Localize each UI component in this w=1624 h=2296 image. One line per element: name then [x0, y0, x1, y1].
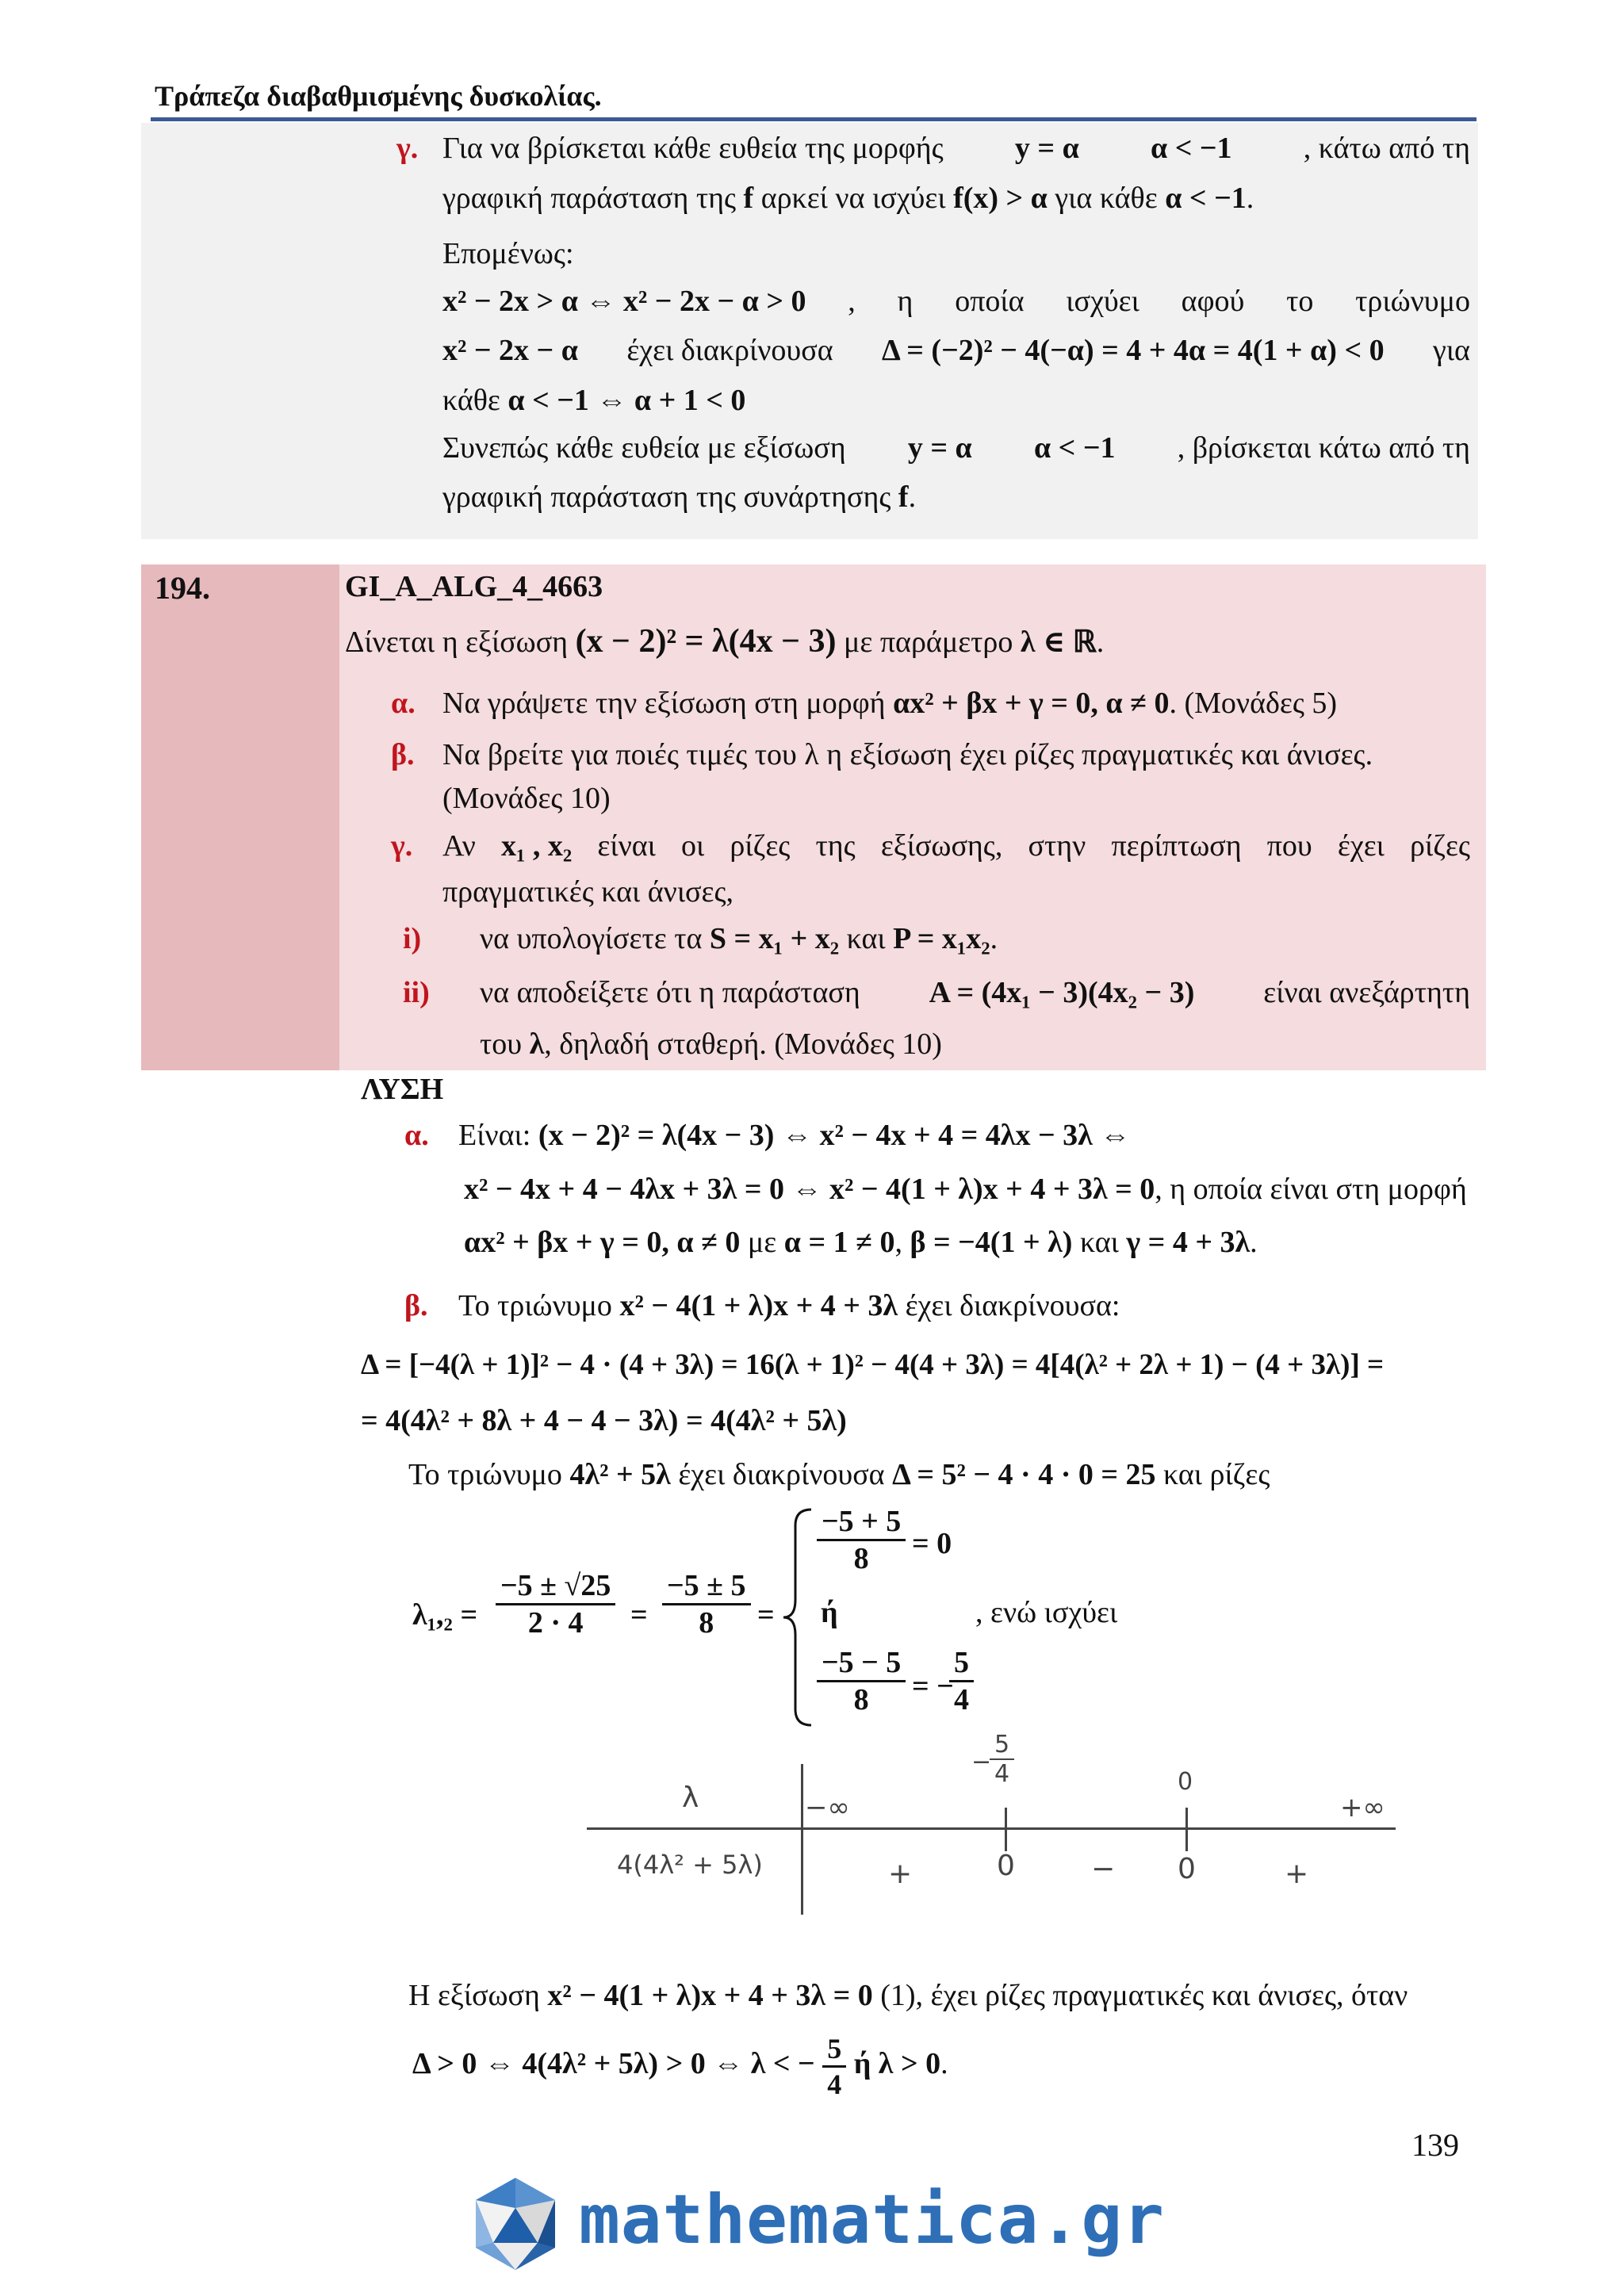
top-line-1	[442, 131, 1470, 166]
roots-case-1	[817, 1504, 906, 1576]
solution-a-text2: , η οποία είναι στη μορφή	[1155, 1173, 1467, 1206]
top-l2-math2: α < −1	[1165, 182, 1247, 215]
sign-table-zero-1: 0	[997, 1850, 1015, 1882]
roots-frac-2-den: 8	[699, 1606, 714, 1640]
roots-case-2-result-den: 4	[954, 1683, 969, 1716]
solution-b-text5: και ρίζες	[1163, 1458, 1270, 1491]
problem-intro-domain: λ ∈ ℝ	[1020, 626, 1097, 659]
top-l4-w4: αφού	[1181, 285, 1245, 318]
roots-case-2-result-num: 5	[949, 1645, 974, 1682]
problem-c-w2: είναι	[597, 829, 656, 863]
final-fraction	[822, 2032, 846, 2101]
solution-b-text1: Το τριώνυμο	[458, 1289, 612, 1322]
solution-a-gamma: γ = 4 + 3λ	[1126, 1226, 1251, 1259]
problem-number-cell	[141, 564, 339, 1070]
top-line-2: γραφική παράσταση της f αρκεί να ισχύει f(x) > α για κάθε α < −1.	[442, 182, 1254, 215]
problem-intro	[345, 622, 1104, 660]
problem-c-w10: έχει	[1337, 829, 1385, 863]
problem-ii-math: A = (4x₁ − 3)(4x₂ − 3)	[929, 976, 1195, 1009]
solution-b-label: β.	[404, 1289, 428, 1322]
top-l7-text: Συνεπώς κάθε ευθεία με εξίσωση	[442, 431, 846, 465]
solution-b-math4: Δ = 5² − 4 · 4 · 0 = 25	[892, 1458, 1156, 1491]
problem-ii-l2-tail: , δηλαδή σταθερή. (Μονάδες 10)	[544, 1027, 942, 1061]
problem-c-w8: περίπτωση	[1111, 829, 1242, 863]
top-l2-text: γραφική παράσταση της	[442, 182, 737, 215]
top-l7-tail: , βρίσκεται κάτω από τη	[1177, 431, 1470, 465]
top-l2-f: f	[743, 182, 754, 215]
header-rule	[151, 117, 1477, 121]
solution-a-with: με	[747, 1226, 777, 1259]
roots-while: , ενώ ισχύει	[975, 1596, 1118, 1629]
solution-b-delta-line1: Δ = [−4(λ + 1)]² − 4 · (4 + 3λ) = 16(λ + 1)² − 4(4 + 3λ) = 4[4(λ² + 2λ + 1) − (4 + 3λ)] =	[361, 1349, 1385, 1381]
problem-i-text: να υπολογίσετε τα	[480, 922, 703, 955]
sign-table-root1-minus: −	[971, 1748, 992, 1776]
top-line-7	[442, 430, 1470, 465]
top-l1-math2: α < −1	[1151, 132, 1232, 165]
roots-case-2-den: 8	[853, 1683, 869, 1716]
top-line-4	[442, 284, 1470, 319]
top-line-5	[442, 333, 1470, 368]
final-text-b: (1), έχει ρίζες πραγματικές και άνισες, όταν	[880, 1979, 1408, 2012]
problem-ii-line1	[480, 975, 1470, 1010]
top-l2-text2: αρκεί να ισχύει	[760, 182, 946, 215]
problem-ii-end: είναι ανεξάρτητη	[1263, 976, 1470, 1009]
final-or: ή	[853, 2047, 871, 2081]
sign-table-root1	[990, 1731, 1014, 1788]
top-l4-w1: η	[897, 285, 914, 318]
top-line-6	[442, 383, 745, 418]
problem-i	[480, 921, 998, 956]
problem-a-marks: . (Μονάδες 5)	[1169, 687, 1338, 720]
solution-a-math3: αx² + βx + γ = 0, α ≠ 0	[464, 1226, 741, 1259]
solution-a-line3: αx² + βx + γ = 0, α ≠ 0 με α = 1 ≠ 0, β = −4(1 + λ) και γ = 4 + 3λ.	[464, 1226, 1258, 1259]
solution-b-text2: έχει διακρίνουσα:	[905, 1289, 1120, 1322]
sign-table-sign-1: +	[888, 1858, 913, 1890]
top-l5-math1: x² − 2x − α	[442, 334, 578, 367]
final-text-a: Η εξίσωση	[408, 1979, 540, 2012]
sign-table-sign-3: +	[1285, 1858, 1309, 1890]
final-inequality: Δ > 0 ⇔ 4(4λ² + 5λ) > 0 ⇔ λ < −	[412, 2047, 815, 2081]
logo-text: mathematica.gr	[579, 2180, 1165, 2260]
top-gamma-label: γ.	[396, 132, 419, 165]
solution-a-is: Είναι:	[458, 1119, 531, 1152]
problem-i-label: i)	[403, 922, 422, 955]
roots-case-2	[817, 1645, 906, 1717]
sign-table-pos-inf: +∞	[1340, 1792, 1385, 1823]
solution-a-and: και	[1079, 1226, 1119, 1259]
solution-b-math1: x² − 4(1 + λ)x + 4 + 3λ	[619, 1289, 898, 1322]
top-l8-end: .	[908, 480, 917, 514]
sign-table	[587, 1731, 1396, 2065]
problem-b-marks: (Μονάδες 10)	[442, 782, 611, 815]
problem-intro-end: .	[1096, 626, 1105, 659]
logo-icosahedron-icon	[466, 2175, 565, 2273]
roots-or: ή	[821, 1596, 838, 1629]
sign-table-var: λ	[682, 1781, 699, 1814]
top-l1-tail: , κάτω από τη	[1303, 132, 1470, 165]
problem-ii-l2-lambda: λ	[529, 1027, 545, 1061]
problem-intro-equation: (x − 2)² = λ(4x − 3)	[575, 623, 837, 660]
solution-a-end: .	[1250, 1226, 1258, 1259]
problem-c-w11: ρίζες	[1410, 829, 1470, 863]
roots-eq-2: =	[757, 1598, 775, 1632]
roots-case-1-result: = 0	[912, 1527, 952, 1560]
sign-table-root1-den: 4	[994, 1760, 1010, 1788]
final-inequality-2: λ > 0	[878, 2047, 941, 2081]
solution-a-line2	[464, 1172, 1467, 1207]
top-line-8	[442, 480, 916, 515]
problem-i-product: P = x₁x₂	[893, 922, 990, 955]
roots-case-1-den: 8	[853, 1542, 869, 1575]
problem-code: GI_A_ALG_4_4663	[345, 570, 603, 603]
roots-frac-1-den: 2 · 4	[527, 1606, 584, 1640]
problem-ii-text: να αποδείξετε ότι η παράσταση	[480, 976, 860, 1009]
problem-a-math: αx² + βx + γ = 0, α ≠ 0	[893, 687, 1170, 720]
sign-table-root1-num: 5	[990, 1731, 1014, 1760]
problem-a-label: α.	[391, 687, 416, 720]
top-l5-text: έχει διακρίνουσα	[626, 334, 833, 367]
sign-table-hline	[587, 1827, 1396, 1830]
problem-i-end: .	[990, 922, 998, 955]
final-fraction-num: 5	[822, 2032, 846, 2068]
roots-case-1-num: −5 + 5	[817, 1504, 906, 1541]
sign-table-zero-2: 0	[1178, 1853, 1196, 1885]
problem-c-roots: x₁ , x₂	[500, 829, 573, 863]
roots-frac-1-num: −5 ± √25	[496, 1568, 615, 1605]
problem-intro-text2: με παράμετρο	[844, 626, 1013, 659]
roots-case-2-eq: = −	[912, 1670, 954, 1703]
problem-i-and: και	[846, 922, 886, 955]
top-l4-w3: ισχύει	[1066, 285, 1139, 318]
top-l2-math: f(x) > α	[953, 182, 1048, 215]
problem-ii-l2-text: του	[480, 1027, 523, 1061]
roots-case-2-result	[949, 1645, 974, 1717]
problem-ii-label: ii)	[403, 976, 430, 1009]
sign-table-root2: 0	[1178, 1768, 1193, 1796]
top-l4-w2: οποία	[955, 285, 1025, 318]
roots-case-2-num: −5 − 5	[817, 1645, 906, 1682]
sign-table-neg-inf: −∞	[805, 1792, 850, 1823]
problem-b-label: β.	[391, 738, 415, 771]
sign-table-tick-root1	[1005, 1808, 1007, 1851]
roots-frac-1	[496, 1568, 615, 1640]
roots-brace	[781, 1506, 817, 1728]
problem-b-text: Να βρείτε για ποιές τιμές του λ η εξίσωση έχει ρίζες πραγματικές και άνισες.	[442, 738, 1373, 771]
problem-c-w6: εξίσωσης,	[880, 829, 1003, 863]
problem-intro-text: Δίνεται η εξίσωση	[345, 626, 569, 659]
problem-c-w0: Αν	[442, 829, 476, 863]
sign-table-sign-2: −	[1091, 1853, 1116, 1885]
problem-number: 194.	[155, 570, 210, 606]
solution-b-line1	[458, 1288, 1120, 1323]
final-line-2	[412, 2032, 948, 2101]
top-l5-end: για	[1433, 334, 1470, 367]
top-l4-w6: τριώνυμο	[1355, 285, 1470, 318]
problem-c-w4: ρίζες	[730, 829, 791, 863]
solution-a-math2: x² − 4x + 4 − 4λx + 3λ = 0 ⇔ x² − 4(1 + λ)x + 4 + 3λ = 0	[464, 1173, 1155, 1206]
solution-a-alpha: α = 1 ≠ 0	[783, 1226, 895, 1259]
solution-a-beta: β = −4(1 + λ)	[910, 1226, 1073, 1259]
top-l8-text: γραφική παράσταση της συνάρτησης	[442, 480, 891, 514]
problem-c-w5: της	[815, 829, 856, 863]
top-l4-w0: ,	[848, 285, 856, 318]
solution-b-text3: Το τριώνυμο	[408, 1458, 562, 1491]
problem-c-w3: οι	[681, 829, 705, 863]
problem-c-w7: στην	[1028, 829, 1086, 863]
header-title: Τράπεζα διαβαθμισμένης δυσκολίας.	[155, 80, 602, 112]
final-equation: x² − 4(1 + λ)x + 4 + 3λ = 0	[547, 1979, 873, 2012]
roots-frac-2-num: −5 ± 5	[662, 1568, 751, 1605]
solution-b-line4	[408, 1457, 1270, 1492]
problem-a-text: Να γράψετε την εξίσωση στη μορφή	[442, 687, 886, 720]
solution-a-label: α.	[404, 1119, 429, 1152]
solution-heading: ΛΥΣΗ	[361, 1073, 444, 1106]
page-number: 139	[1411, 2127, 1459, 2163]
top-therefore: Επομένως:	[442, 237, 574, 270]
sign-table-expr: 4(4λ² + 5λ)	[617, 1850, 763, 1880]
roots-frac-2	[662, 1568, 751, 1640]
top-l7-math1: y = α	[907, 431, 972, 465]
roots-eq-1: =	[630, 1598, 648, 1632]
top-l4-math: x² − 2x > α ⇔ x² − 2x − α > 0	[442, 285, 806, 318]
top-l1-text: Για να βρίσκεται κάθε ευθεία της μορφής	[442, 132, 944, 165]
solution-a-line1	[458, 1118, 1130, 1153]
final-end: .	[940, 2047, 948, 2081]
top-l6-math: α < −1 ⇔ α + 1 < 0	[508, 384, 746, 417]
problem-i-sum: S = x₁ + x₂	[709, 922, 840, 955]
solution-a-math1: (x − 2)² = λ(4x − 3) ⇔ x² − 4x + 4 = 4λx − 3λ ⇔	[538, 1119, 1131, 1152]
solution-b-math3: 4λ² + 5λ	[569, 1458, 671, 1491]
top-l4-w5: το	[1286, 285, 1314, 318]
solution-b-text4: έχει διακρίνουσα	[678, 1458, 885, 1491]
top-l2-text3: για κάθε	[1055, 182, 1158, 215]
top-l7-math2: α < −1	[1033, 431, 1116, 465]
top-l8-f: f	[898, 480, 909, 514]
sign-table-vline	[801, 1764, 803, 1915]
problem-ii-line2	[480, 1027, 942, 1062]
problem-c-label: γ.	[391, 829, 413, 863]
roots-lhs: λ₁,₂ =	[412, 1598, 478, 1632]
solution-b-delta-line2: = 4(4λ² + 8λ + 4 − 4 − 3λ) = 4(4λ² + 5λ)	[361, 1404, 847, 1437]
top-l1-math1: y = α	[1014, 132, 1079, 165]
top-l5-math2: Δ = (−2)² − 4(−α) = 4 + 4α = 4(1 + α) < 0	[882, 334, 1385, 367]
final-line-1	[408, 1978, 1408, 2013]
problem-a	[442, 686, 1337, 721]
top-l6-text: κάθε	[442, 384, 500, 417]
problem-c-w9: που	[1266, 829, 1312, 863]
final-fraction-den: 4	[827, 2068, 842, 2100]
problem-c-line2: πραγματικές και άνισες,	[442, 875, 734, 909]
sign-table-tick-root2	[1185, 1808, 1188, 1851]
problem-c-line1	[442, 828, 1470, 863]
